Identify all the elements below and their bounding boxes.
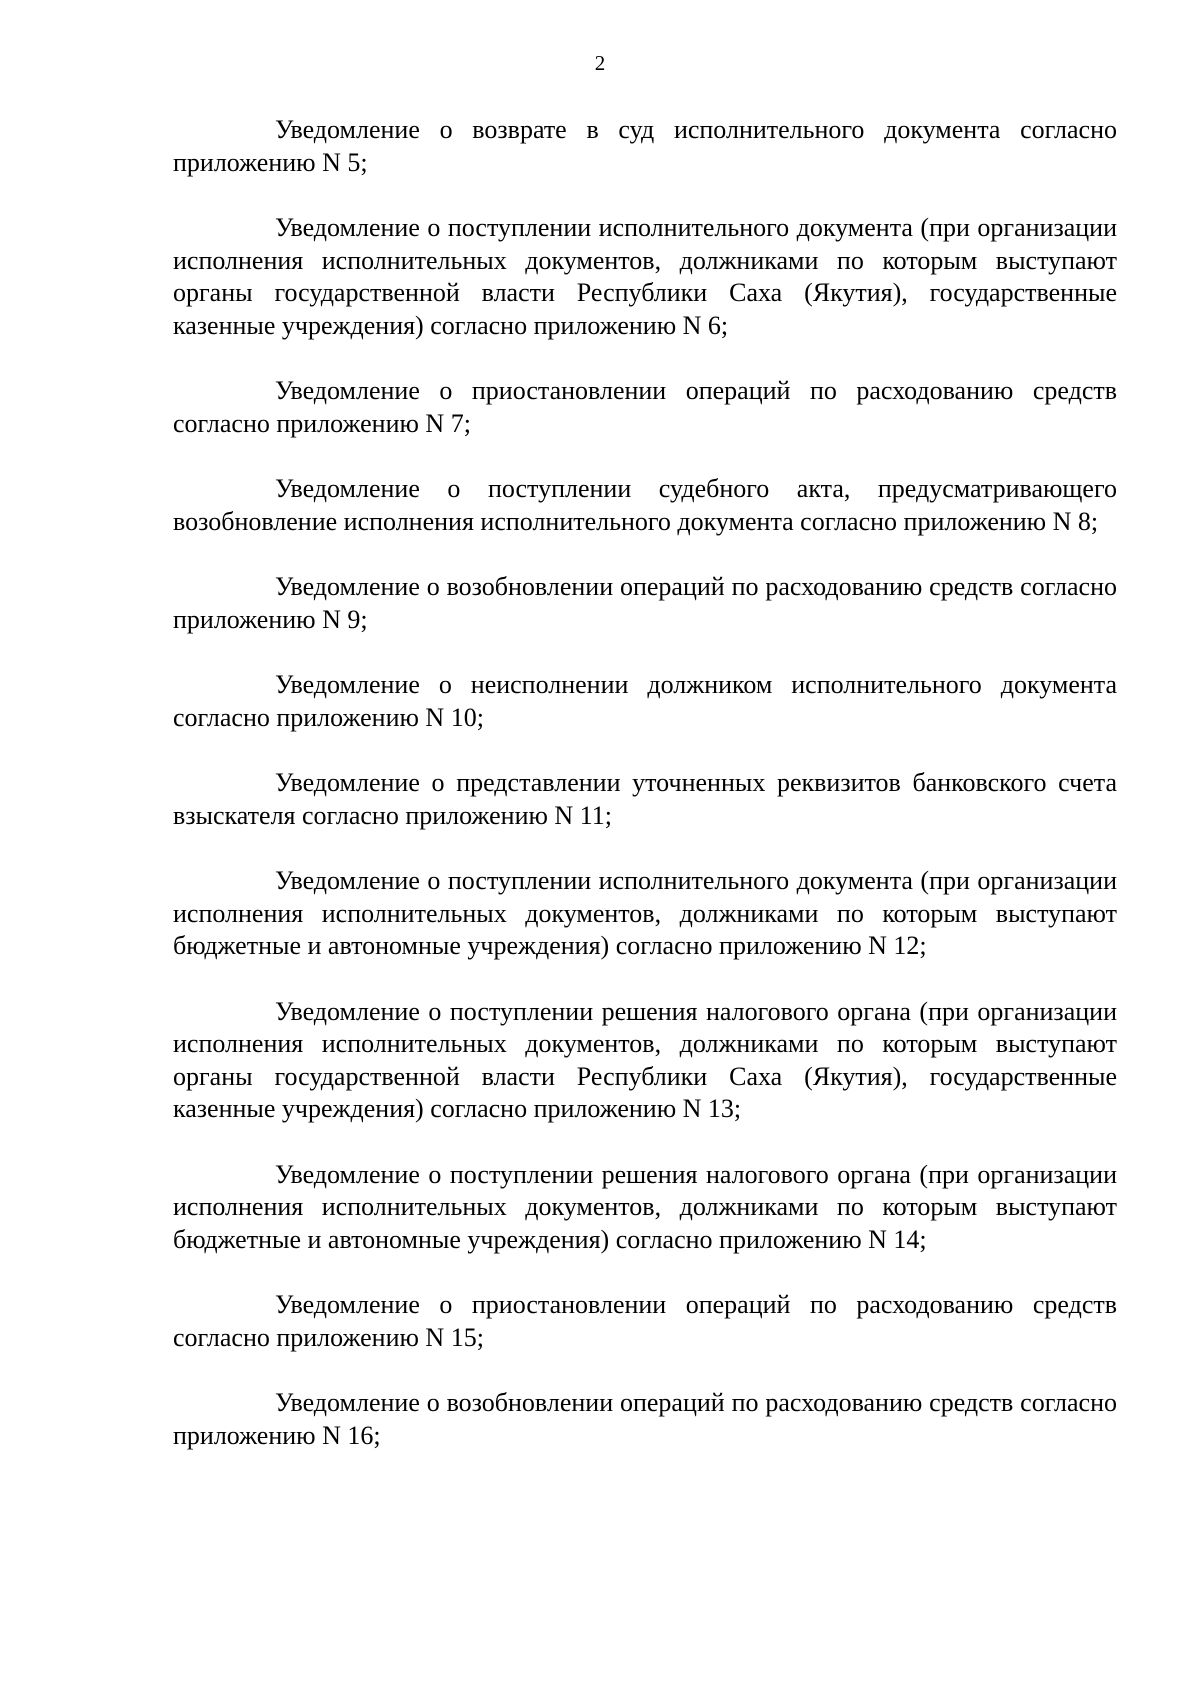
paragraph-appendix-7: Уведомление о приостановлении операций по расходованию средств согласно приложению N 7; bbox=[173, 376, 1117, 438]
paragraph-appendix-9: Уведомление о возобновлении операций по расходованию средств согласно приложению N 9; bbox=[173, 572, 1117, 634]
paragraph-appendix-16: Уведомление о возобновлении операций по расходованию средств согласно приложению N 16; bbox=[173, 1388, 1117, 1450]
page-number: 2 bbox=[594, 51, 606, 75]
paragraph-appendix-14: Уведомление о поступлении решения налогового органа (при организации исполнения исполнительных документов, должниками по которым выступают бюджетные и автономные учреждения) согласно приложению N 14; bbox=[173, 1159, 1117, 1254]
paragraph-appendix-15: Уведомление о приостановлении операций по расходованию средств согласно приложению N 15; bbox=[173, 1290, 1117, 1352]
paragraph-appendix-6: Уведомление о поступлении исполнительного документа (при организации исполнения исполнительных документов, должниками по которым выступают органы государственной власти Республики Саха (Якутия), государственные казенные учреждения) согласно приложению N 6; bbox=[173, 213, 1117, 340]
paragraph-appendix-10: Уведомление о неисполнении должником исполнительного документа согласно приложению N 10; bbox=[173, 670, 1117, 732]
paragraph-appendix-12: Уведомление о поступлении исполнительного документа (при организации исполнения исполнительных документов, должниками по которым выступают бюджетные и автономные учреждения) согласно приложению N 12; bbox=[173, 866, 1117, 960]
document-body bbox=[173, 114, 1117, 1485]
paragraph-appendix-8: Уведомление о поступлении судебного акта, предусматривающего возобновление исполнения исполнительного документа согласно приложению N 8; bbox=[173, 474, 1117, 536]
paragraph-appendix-11: Уведомление о представлении уточненных реквизитов банковского счета взыскателя согласно приложению N 11; bbox=[173, 768, 1117, 830]
paragraph-appendix-13: Уведомление о поступлении решения налогового органа (при организации исполнения исполнительных документов, должниками по которым выступают органы государственной власти Республики Саха (Якутия), государственные казенные учреждения) согласно приложению N 13; bbox=[173, 996, 1117, 1123]
paragraph-appendix-5: Уведомление о возврате в суд исполнительного документа согласно приложению N 5; bbox=[173, 115, 1117, 177]
